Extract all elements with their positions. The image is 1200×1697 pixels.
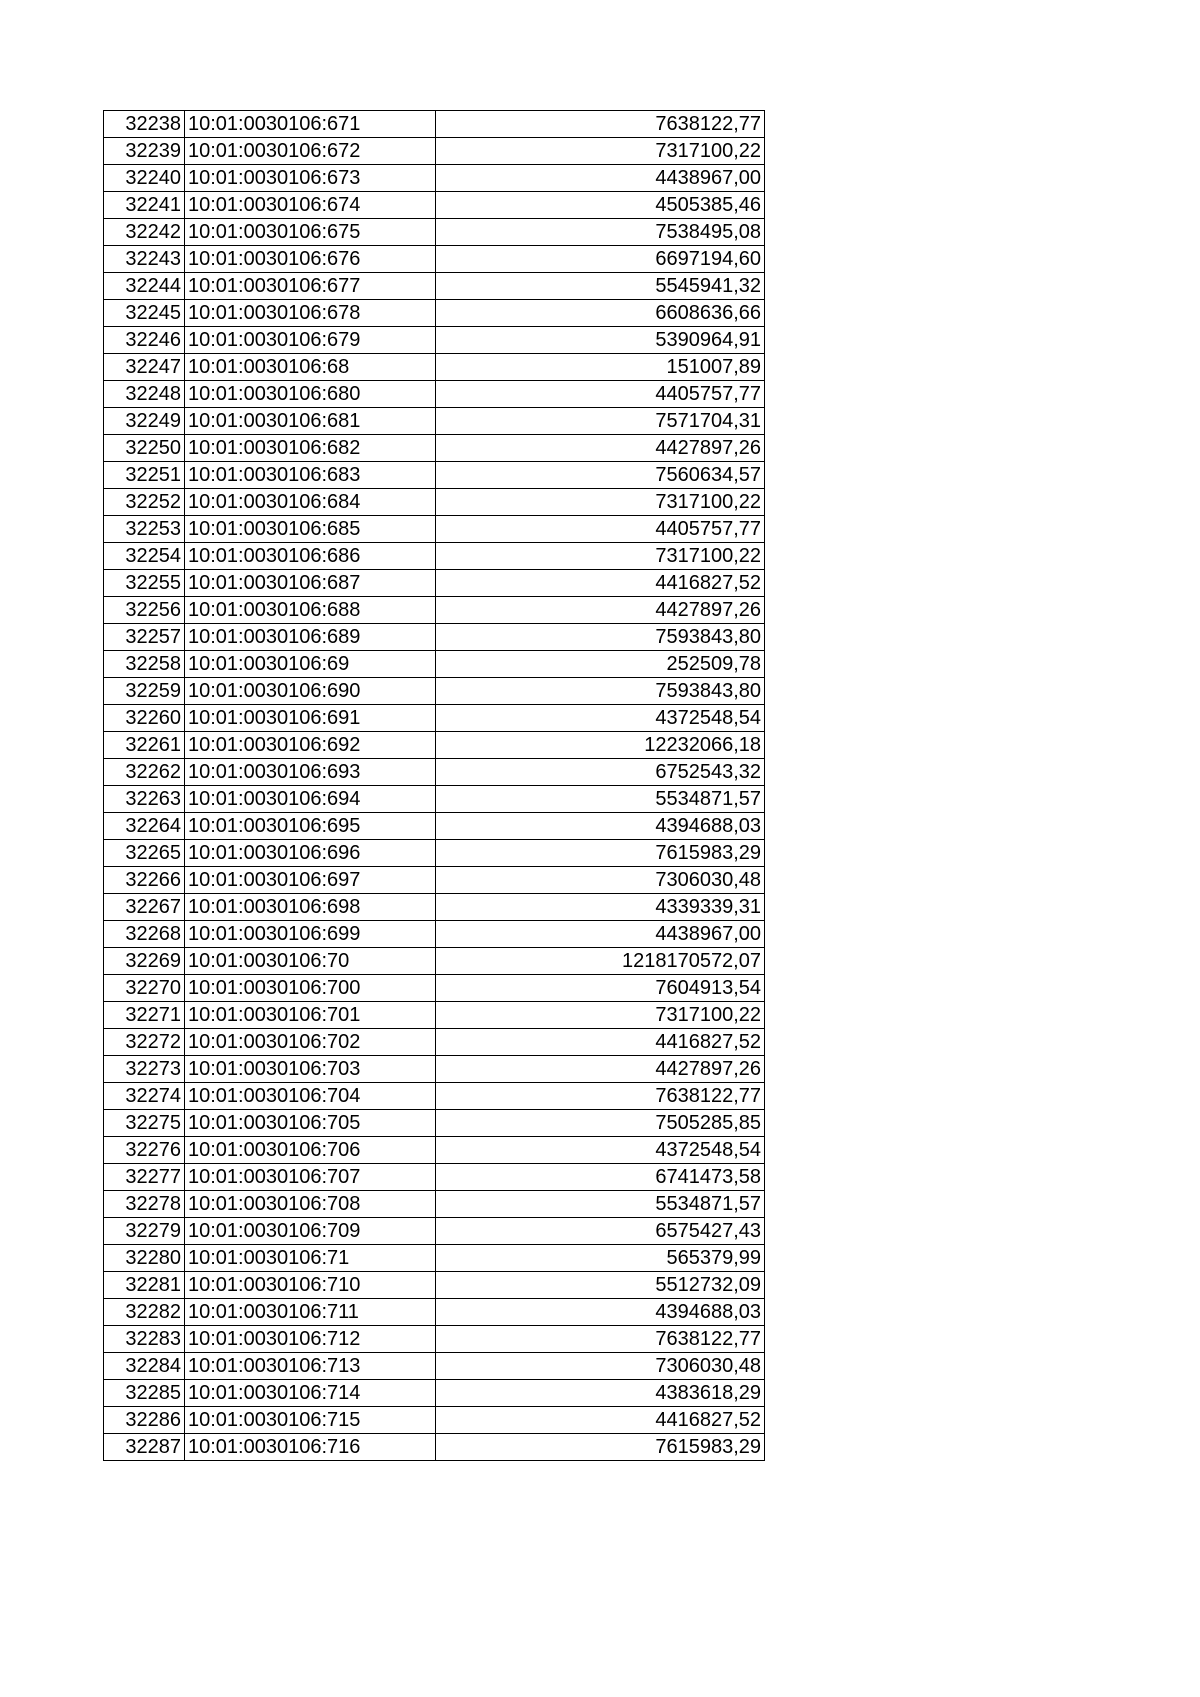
table-row — [104, 894, 765, 921]
row-number-cell: 32271 — [104, 1002, 185, 1029]
row-number-cell: 32284 — [104, 1353, 185, 1380]
table-row — [104, 1353, 765, 1380]
row-number-cell: 32280 — [104, 1245, 185, 1272]
cadastral-number-cell: 10:01:0030106:707 — [185, 1164, 436, 1191]
row-number-cell: 32261 — [104, 732, 185, 759]
table-row — [104, 1029, 765, 1056]
table-row — [104, 948, 765, 975]
value-cell: 7593843,80 — [436, 624, 765, 651]
cadastral-number-cell: 10:01:0030106:675 — [185, 219, 436, 246]
table-row — [104, 921, 765, 948]
table-row — [104, 1002, 765, 1029]
cadastral-number-cell: 10:01:0030106:70 — [185, 948, 436, 975]
cadastral-value-table — [103, 110, 765, 1461]
value-cell: 5545941,32 — [436, 273, 765, 300]
cadastral-number-cell: 10:01:0030106:700 — [185, 975, 436, 1002]
row-number-cell: 32246 — [104, 327, 185, 354]
table-row — [104, 408, 765, 435]
cadastral-number-cell: 10:01:0030106:676 — [185, 246, 436, 273]
table-row — [104, 867, 765, 894]
table-row — [104, 462, 765, 489]
table-row — [104, 111, 765, 138]
value-cell: 4394688,03 — [436, 1299, 765, 1326]
cadastral-number-cell: 10:01:0030106:697 — [185, 867, 436, 894]
table-row — [104, 165, 765, 192]
value-cell: 565379,99 — [436, 1245, 765, 1272]
cadastral-number-cell: 10:01:0030106:693 — [185, 759, 436, 786]
row-number-cell: 32255 — [104, 570, 185, 597]
cadastral-number-cell: 10:01:0030106:706 — [185, 1137, 436, 1164]
value-cell: 7571704,31 — [436, 408, 765, 435]
row-number-cell: 32281 — [104, 1272, 185, 1299]
row-number-cell: 32243 — [104, 246, 185, 273]
value-cell: 4383618,29 — [436, 1380, 765, 1407]
value-cell: 7615983,29 — [436, 840, 765, 867]
cadastral-number-cell: 10:01:0030106:701 — [185, 1002, 436, 1029]
table-body — [104, 111, 765, 1461]
table-row — [104, 1299, 765, 1326]
value-cell: 4405757,77 — [436, 381, 765, 408]
cadastral-number-cell: 10:01:0030106:696 — [185, 840, 436, 867]
value-cell: 7604913,54 — [436, 975, 765, 1002]
table-row — [104, 1164, 765, 1191]
value-cell: 6608636,66 — [436, 300, 765, 327]
cadastral-number-cell: 10:01:0030106:694 — [185, 786, 436, 813]
row-number-cell: 32239 — [104, 138, 185, 165]
cadastral-number-cell: 10:01:0030106:715 — [185, 1407, 436, 1434]
value-cell: 5512732,09 — [436, 1272, 765, 1299]
table-row — [104, 759, 765, 786]
row-number-cell: 32273 — [104, 1056, 185, 1083]
row-number-cell: 32244 — [104, 273, 185, 300]
cadastral-number-cell: 10:01:0030106:698 — [185, 894, 436, 921]
table-row — [104, 678, 765, 705]
value-cell: 7505285,85 — [436, 1110, 765, 1137]
row-number-cell: 32275 — [104, 1110, 185, 1137]
value-cell: 4416827,52 — [436, 1029, 765, 1056]
row-number-cell: 32266 — [104, 867, 185, 894]
value-cell: 252509,78 — [436, 651, 765, 678]
row-number-cell: 32282 — [104, 1299, 185, 1326]
row-number-cell: 32257 — [104, 624, 185, 651]
cadastral-number-cell: 10:01:0030106:714 — [185, 1380, 436, 1407]
value-cell: 7560634,57 — [436, 462, 765, 489]
cadastral-number-cell: 10:01:0030106:674 — [185, 192, 436, 219]
table-row — [104, 1083, 765, 1110]
value-cell: 4438967,00 — [436, 165, 765, 192]
table-row — [104, 651, 765, 678]
table-row — [104, 543, 765, 570]
table-row — [104, 300, 765, 327]
cadastral-number-cell: 10:01:0030106:712 — [185, 1326, 436, 1353]
cadastral-number-cell: 10:01:0030106:704 — [185, 1083, 436, 1110]
cadastral-number-cell: 10:01:0030106:677 — [185, 273, 436, 300]
table-row — [104, 705, 765, 732]
cadastral-number-cell: 10:01:0030106:687 — [185, 570, 436, 597]
cadastral-number-cell: 10:01:0030106:686 — [185, 543, 436, 570]
cadastral-number-cell: 10:01:0030106:703 — [185, 1056, 436, 1083]
cadastral-number-cell: 10:01:0030106:695 — [185, 813, 436, 840]
row-number-cell: 32250 — [104, 435, 185, 462]
cadastral-number-cell: 10:01:0030106:709 — [185, 1218, 436, 1245]
table-row — [104, 975, 765, 1002]
row-number-cell: 32260 — [104, 705, 185, 732]
table-row — [104, 489, 765, 516]
table-row — [104, 435, 765, 462]
value-cell: 12232066,18 — [436, 732, 765, 759]
row-number-cell: 32279 — [104, 1218, 185, 1245]
row-number-cell: 32238 — [104, 111, 185, 138]
value-cell: 7593843,80 — [436, 678, 765, 705]
cadastral-number-cell: 10:01:0030106:688 — [185, 597, 436, 624]
row-number-cell: 32272 — [104, 1029, 185, 1056]
row-number-cell: 32277 — [104, 1164, 185, 1191]
value-cell: 7638122,77 — [436, 111, 765, 138]
row-number-cell: 32274 — [104, 1083, 185, 1110]
table-row — [104, 840, 765, 867]
table-row — [104, 597, 765, 624]
value-cell: 5534871,57 — [436, 786, 765, 813]
row-number-cell: 32249 — [104, 408, 185, 435]
value-cell: 4505385,46 — [436, 192, 765, 219]
row-number-cell: 32242 — [104, 219, 185, 246]
cadastral-number-cell: 10:01:0030106:672 — [185, 138, 436, 165]
table-row — [104, 381, 765, 408]
cadastral-number-cell: 10:01:0030106:710 — [185, 1272, 436, 1299]
table-row — [104, 1407, 765, 1434]
table-row — [104, 813, 765, 840]
value-cell: 5390964,91 — [436, 327, 765, 354]
table-row — [104, 219, 765, 246]
table-row — [104, 1434, 765, 1461]
cadastral-number-cell: 10:01:0030106:716 — [185, 1434, 436, 1461]
cadastral-number-cell: 10:01:0030106:702 — [185, 1029, 436, 1056]
cadastral-number-cell: 10:01:0030106:683 — [185, 462, 436, 489]
value-cell: 4438967,00 — [436, 921, 765, 948]
value-cell: 6752543,32 — [436, 759, 765, 786]
table-row — [104, 246, 765, 273]
table-row — [104, 138, 765, 165]
row-number-cell: 32252 — [104, 489, 185, 516]
row-number-cell: 32254 — [104, 543, 185, 570]
row-number-cell: 32259 — [104, 678, 185, 705]
row-number-cell: 32286 — [104, 1407, 185, 1434]
cadastral-number-cell: 10:01:0030106:673 — [185, 165, 436, 192]
value-cell: 4427897,26 — [436, 597, 765, 624]
value-cell: 4405757,77 — [436, 516, 765, 543]
value-cell: 5534871,57 — [436, 1191, 765, 1218]
value-cell: 4416827,52 — [436, 1407, 765, 1434]
table-row — [104, 1110, 765, 1137]
row-number-cell: 32245 — [104, 300, 185, 327]
value-cell: 7317100,22 — [436, 1002, 765, 1029]
value-cell: 4416827,52 — [436, 570, 765, 597]
row-number-cell: 32258 — [104, 651, 185, 678]
table-row — [104, 516, 765, 543]
cadastral-number-cell: 10:01:0030106:680 — [185, 381, 436, 408]
table-row — [104, 1137, 765, 1164]
row-number-cell: 32256 — [104, 597, 185, 624]
value-cell: 4339339,31 — [436, 894, 765, 921]
row-number-cell: 32276 — [104, 1137, 185, 1164]
table-row — [104, 1272, 765, 1299]
row-number-cell: 32264 — [104, 813, 185, 840]
table-row — [104, 732, 765, 759]
value-cell: 7306030,48 — [436, 1353, 765, 1380]
row-number-cell: 32253 — [104, 516, 185, 543]
table-row — [104, 1191, 765, 1218]
table-row — [104, 786, 765, 813]
value-cell: 7317100,22 — [436, 138, 765, 165]
cadastral-number-cell: 10:01:0030106:71 — [185, 1245, 436, 1272]
cadastral-number-cell: 10:01:0030106:69 — [185, 651, 436, 678]
row-number-cell: 32265 — [104, 840, 185, 867]
value-cell: 4372548,54 — [436, 1137, 765, 1164]
value-cell: 7317100,22 — [436, 543, 765, 570]
cadastral-number-cell: 10:01:0030106:685 — [185, 516, 436, 543]
value-cell: 1218170572,07 — [436, 948, 765, 975]
table-row — [104, 327, 765, 354]
row-number-cell: 32287 — [104, 1434, 185, 1461]
value-cell: 4372548,54 — [436, 705, 765, 732]
row-number-cell: 32270 — [104, 975, 185, 1002]
cadastral-number-cell: 10:01:0030106:671 — [185, 111, 436, 138]
cadastral-number-cell: 10:01:0030106:699 — [185, 921, 436, 948]
table-row — [104, 273, 765, 300]
cadastral-number-cell: 10:01:0030106:68 — [185, 354, 436, 381]
row-number-cell: 32269 — [104, 948, 185, 975]
value-cell: 4427897,26 — [436, 1056, 765, 1083]
value-cell: 7317100,22 — [436, 489, 765, 516]
row-number-cell: 32278 — [104, 1191, 185, 1218]
table-row — [104, 1245, 765, 1272]
table-row — [104, 624, 765, 651]
cadastral-number-cell: 10:01:0030106:711 — [185, 1299, 436, 1326]
cadastral-number-cell: 10:01:0030106:708 — [185, 1191, 436, 1218]
row-number-cell: 32251 — [104, 462, 185, 489]
cadastral-number-cell: 10:01:0030106:681 — [185, 408, 436, 435]
value-cell: 7638122,77 — [436, 1083, 765, 1110]
row-number-cell: 32247 — [104, 354, 185, 381]
table-row — [104, 1218, 765, 1245]
cadastral-number-cell: 10:01:0030106:691 — [185, 705, 436, 732]
value-cell: 7306030,48 — [436, 867, 765, 894]
value-cell: 7538495,08 — [436, 219, 765, 246]
row-number-cell: 32248 — [104, 381, 185, 408]
cadastral-number-cell: 10:01:0030106:692 — [185, 732, 436, 759]
cadastral-number-cell: 10:01:0030106:713 — [185, 1353, 436, 1380]
table-row — [104, 192, 765, 219]
cadastral-number-cell: 10:01:0030106:689 — [185, 624, 436, 651]
table-row — [104, 1380, 765, 1407]
value-cell: 6697194,60 — [436, 246, 765, 273]
cadastral-number-cell: 10:01:0030106:679 — [185, 327, 436, 354]
table-row — [104, 354, 765, 381]
value-cell: 4394688,03 — [436, 813, 765, 840]
row-number-cell: 32263 — [104, 786, 185, 813]
table-row — [104, 1326, 765, 1353]
value-cell: 7615983,29 — [436, 1434, 765, 1461]
cadastral-number-cell: 10:01:0030106:682 — [185, 435, 436, 462]
cadastral-number-cell: 10:01:0030106:684 — [185, 489, 436, 516]
table-row — [104, 1056, 765, 1083]
table-row — [104, 570, 765, 597]
cadastral-number-cell: 10:01:0030106:705 — [185, 1110, 436, 1137]
value-cell: 6575427,43 — [436, 1218, 765, 1245]
row-number-cell: 32268 — [104, 921, 185, 948]
row-number-cell: 32285 — [104, 1380, 185, 1407]
value-cell: 6741473,58 — [436, 1164, 765, 1191]
value-cell: 7638122,77 — [436, 1326, 765, 1353]
row-number-cell: 32267 — [104, 894, 185, 921]
cadastral-number-cell: 10:01:0030106:678 — [185, 300, 436, 327]
row-number-cell: 32240 — [104, 165, 185, 192]
cadastral-number-cell: 10:01:0030106:690 — [185, 678, 436, 705]
row-number-cell: 32241 — [104, 192, 185, 219]
value-cell: 151007,89 — [436, 354, 765, 381]
value-cell: 4427897,26 — [436, 435, 765, 462]
row-number-cell: 32283 — [104, 1326, 185, 1353]
row-number-cell: 32262 — [104, 759, 185, 786]
